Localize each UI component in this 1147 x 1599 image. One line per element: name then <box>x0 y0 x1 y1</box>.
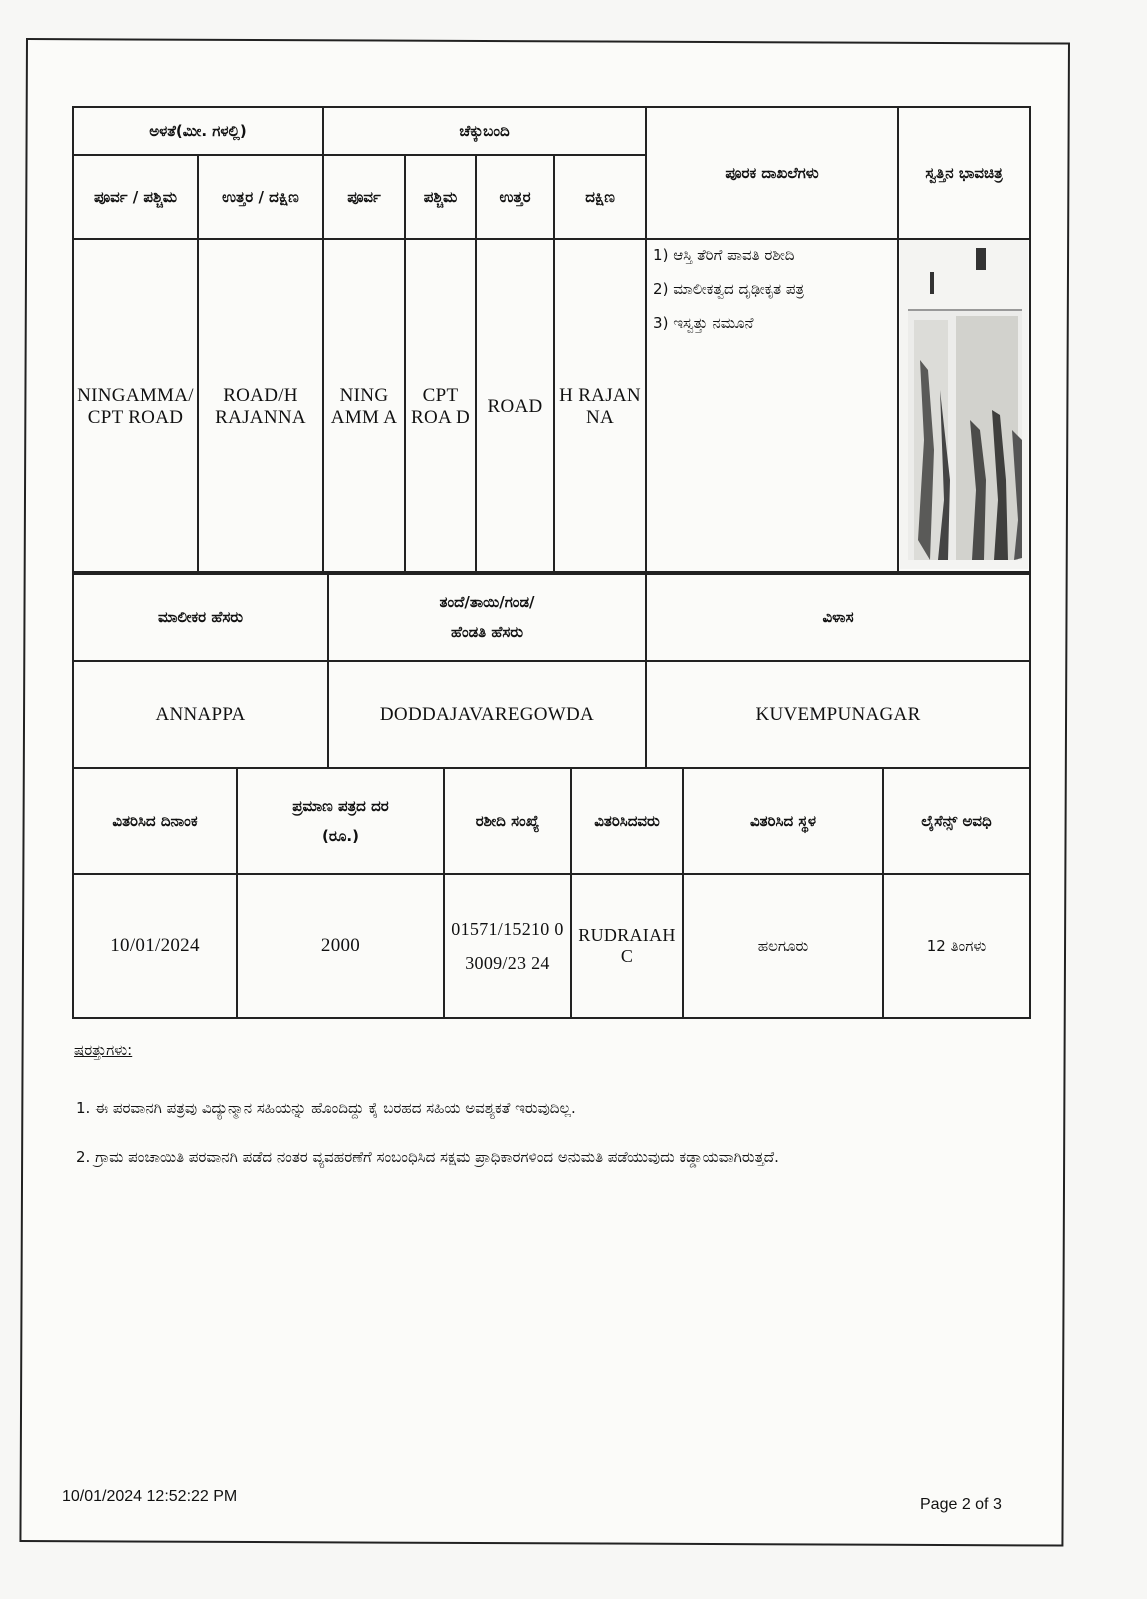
north-boundary-value: ROAD <box>476 239 554 574</box>
issue-place-value: ಹಲಗೂರು <box>683 874 883 1018</box>
parent-spouse-value: DODDAJAVAREGOWDA <box>328 661 646 768</box>
conditions-title: ಷರತ್ತುಗಳು: <box>74 1041 133 1059</box>
address-value: KUVEMPUNAGAR <box>646 661 1030 768</box>
fee-header-line1: ಪ್ರಮಾಣ ಪತ್ರದ ದರ <box>292 797 389 815</box>
owner-name-value: ANNAPPA <box>73 661 328 768</box>
license-period-value: 12 ತಿಂಗಳು <box>883 874 1030 1018</box>
fee-value: 2000 <box>237 874 444 1018</box>
receipt-no-value: 01571/15210 03009/23 24 <box>444 874 571 1018</box>
print-timestamp: 10/01/2024 12:52:22 PM <box>62 1488 238 1505</box>
property-photo-image <box>900 240 1028 569</box>
document-item: 2) ಮಾಲೀಕತ್ವದ ದೃಢೀಕೃತ ಪತ್ರ <box>653 280 805 298</box>
east-boundary-value: NING AMM A <box>323 239 405 574</box>
documents-header: ಪೂರಕ ದಾಖಲೆಗಳು <box>646 107 898 239</box>
north-header: ಉತ್ತರ <box>476 155 554 239</box>
document-item: 1) ಆಸ್ತಿ ತೆರಿಗೆ ಪಾವತಿ ರಶೀದಿ <box>653 246 795 264</box>
parent-spouse-header-line2: ಹೆಂಡತಿ ಹೆಸರು <box>450 622 524 641</box>
north-south-value: ROAD/H RAJANNA <box>198 239 323 574</box>
boundaries-header: ಚೆಕ್ಕುಬಂದಿ <box>323 107 646 155</box>
address-header: ವಿಳಾಸ <box>646 572 1030 661</box>
issued-by-header: ವಿತರಿಸಿದವರು <box>571 768 683 874</box>
photo-header: ಸ್ವತ್ತಿನ ಭಾವಚಿತ್ರ <box>898 107 1030 239</box>
parent-spouse-header <box>328 572 646 661</box>
license-period-header: ಲೈಸೆನ್ಸ್ ಅವಧಿ <box>883 768 1030 874</box>
east-west-value: NINGAMMA/ CPT ROAD <box>73 239 198 574</box>
fee-header <box>237 768 444 874</box>
issue-table <box>72 767 1031 1019</box>
fee-header-line2: (ರೂ.) <box>322 827 359 845</box>
south-header: ದಕ್ಷಿಣ <box>554 155 646 239</box>
condition-item: 2. ಗ್ರಾಮ ಪಂಚಾಯಿತಿ ಪರವಾನಗಿ ಪಡೆದ ನಂತರ ವ್ಯವಹರಣೆಗೆ ಸಂಬಂಧಿಸಿದ ಸಕ್ಷಮ ಪ್ರಾಧಿಕಾರಗಳಿಂದ ಅನುಮತಿ ಪಡೆಯುವುದು ಕಡ್ಡಾಯವಾಗಿರುತ್ತದೆ. <box>76 1148 779 1166</box>
issue-date-header: ವಿತರಿಸಿದ ದಿನಾಂಕ <box>73 768 237 874</box>
owner-table <box>72 571 1031 769</box>
issued-by-value: RUDRAIAH C <box>571 874 683 1018</box>
issue-date-value: 10/01/2024 <box>73 874 237 1018</box>
documents-list <box>646 239 898 574</box>
east-header: ಪೂರ್ವ <box>323 155 405 239</box>
issue-place-header: ವಿತರಿಸಿದ ಸ್ಥಳ <box>683 768 883 874</box>
south-boundary-value: H RAJAN NA <box>554 239 646 574</box>
condition-item: 1. ಈ ಪರವಾನಗಿ ಪತ್ರವು ವಿದ್ಯುನ್ಮಾನ ಸಹಿಯನ್ನು ಹೊಂದಿದ್ದು ಕೈ ಬರಹದ ಸಹಿಯ ಅವಶ್ಯಕತೆ ಇರುವುದಿಲ್ಲ. <box>76 1099 576 1117</box>
document-item: 3) ಇಸ್ವತ್ತು ನಮೂನೆ <box>653 314 754 332</box>
page-number: Page 2 of 3 <box>920 1496 1002 1513</box>
owner-name-header: ಮಾಲೀಕರ ಹೆಸರು <box>73 572 328 661</box>
receipt-no-header: ರಶೀದಿ ಸಂಖ್ಯೆ <box>444 768 571 874</box>
north-south-header: ಉತ್ತರ / ದಕ್ಷಿಣ <box>198 155 323 239</box>
size-header: ಅಳತೆ(ಮೀ. ಗಳಲ್ಲಿ) <box>73 107 323 155</box>
east-west-header: ಪೂರ್ವ / ಪಶ್ಚಿಮ <box>73 155 198 239</box>
property-photo <box>898 239 1030 574</box>
dimensions-table <box>72 106 1031 575</box>
parent-spouse-header-line1: ತಂದೆ/ತಾಯಿ/ಗಂಡ/ <box>439 592 535 611</box>
west-boundary-value: CPT ROA D <box>405 239 476 574</box>
west-header: ಪಶ್ಚಿಮ <box>405 155 476 239</box>
